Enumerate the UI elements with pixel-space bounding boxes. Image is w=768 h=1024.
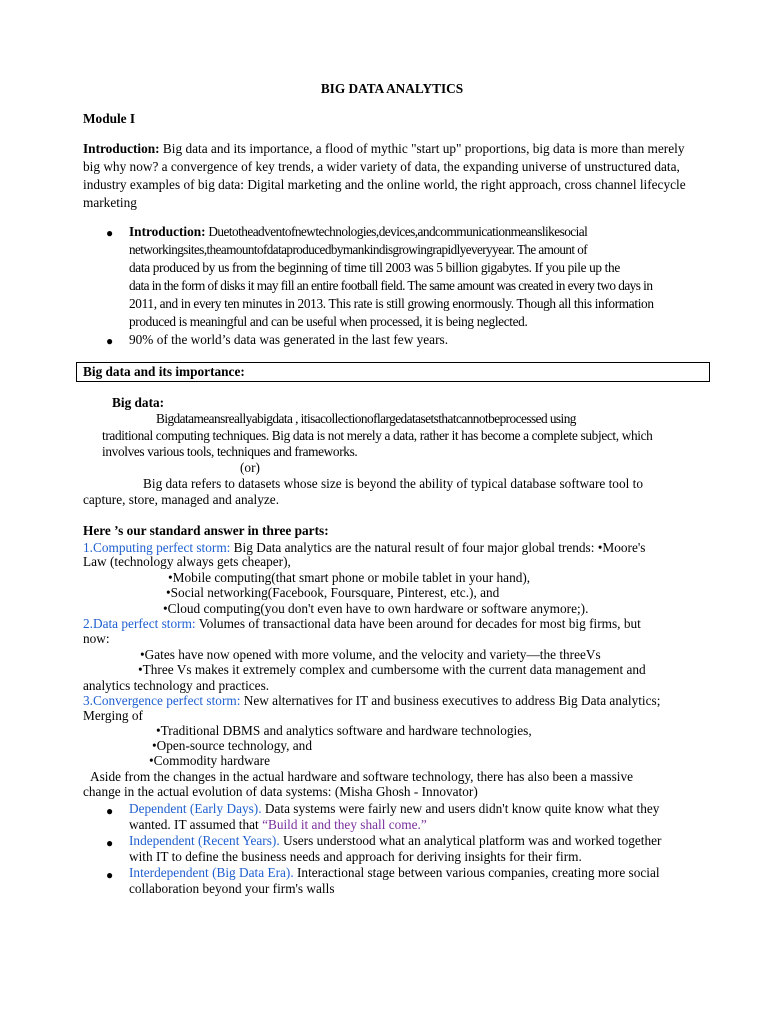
point2-sub-2: •Three Vs makes it extremely complex and cumbersome with the current data management and [138, 662, 646, 677]
point2-sub-3: analytics technology and practices. [83, 678, 270, 693]
aside-line-1: Aside from the changes in the actual hardware and software technology, there has also been a massive [90, 769, 633, 784]
module-heading: Module I [83, 111, 136, 126]
point1-label: 1.Computing perfect storm: [83, 540, 231, 555]
era-3-label: Interdependent (Big Data Era). [129, 865, 294, 880]
bullet1-line-6: produced is meaningful and can be useful when processed, it is being neglected. [129, 314, 528, 329]
bullet-icon: ● [106, 804, 114, 818]
point3-label: 3.Convergence perfect storm: [83, 693, 241, 708]
point2-sub-1: •Gates have now opened with more volume, and the velocity and variety—the threeVs [140, 647, 601, 662]
bullet1-line-3: data produced by us from the beginning of time till 2003 was 5 billion gigabytes. If you pile up the [129, 260, 620, 275]
era-1-line-1: Dependent (Early Days). Data systems were fairly new and users didn't know quite know what they [129, 801, 660, 816]
bigdata-alt-line-2: capture, store, managed and analyze. [83, 492, 280, 507]
bullet-icon: ● [106, 836, 114, 850]
point3-sub-3: •Commodity hardware [149, 753, 270, 768]
point3-line-2: Merging of [83, 708, 143, 723]
bullet-icon: ● [106, 868, 114, 882]
bullet-icon: ● [106, 226, 114, 240]
intro-text: Big data and its importance, a flood of mythic "start up" proportions, big data is more than merely big why now? a convergence of key trends, a wider variety of data, the expanding universe of unstructured data, industry examples of big data: Digital marketing and the online world, the right approach, cross channel lifecycle marketing [83, 141, 686, 210]
era-2-line-1: Independent (Recent Years). Users understood what an analytical platform was and worked together [129, 833, 662, 848]
bigdata-line-2: traditional computing techniques. Big data is not merely a data, rather it has become a complete subject, which [102, 428, 653, 443]
era-1-label: Dependent (Early Days). [129, 801, 262, 816]
point3-sub-1: •Traditional DBMS and analytics software and hardware technologies, [156, 723, 532, 738]
bigdata-alt-line-1: Big data refers to datasets whose size is beyond the ability of typical database software tool to [143, 476, 643, 491]
point1-line-2: Law (technology always gets cheaper), [83, 554, 291, 569]
bullet-icon: ● [106, 334, 114, 348]
bigdata-heading: Big data: [112, 395, 165, 410]
or-separator: (or) [240, 460, 260, 475]
era-2-label: Independent (Recent Years). [129, 833, 280, 848]
point3-line-1: 3.Convergence perfect storm: New alternatives for IT and business executives to address Big Data analytics; [83, 693, 661, 708]
bigdata-line-3: involves various tools, techniques and frameworks. [102, 444, 358, 459]
intro-label: Introduction: [83, 141, 160, 156]
standard-heading: Here ’s our standard answer in three parts: [83, 523, 329, 538]
point1-sub-2: •Social networking(Facebook, Foursquare, Pinterest, etc.), and [166, 585, 500, 600]
bullet2-text: 90% of the world’s data was generated in the last few years. [129, 332, 449, 347]
point1-sub-3: •Cloud computing(you don't even have to own hardware or software anymore;). [163, 601, 589, 616]
intro-paragraph [83, 140, 701, 212]
aside-line-2: change in the actual evolution of data systems: (Misha Ghosh - Innovator) [83, 784, 478, 799]
section-heading: Big data and its importance: [83, 364, 245, 379]
point1-line-1: 1.Computing perfect storm: Big Data analytics are the natural result of four major global trends: •Moore's [83, 540, 646, 555]
bullet1-line-1: Introduction: Duetotheadventofnewtechnologies,devices,andcommunicationmeanslikesocial [129, 224, 588, 239]
era-3-line-1: Interdependent (Big Data Era). Interactional stage between various companies, creating more social [129, 865, 660, 880]
point2-line-1: 2.Data perfect storm: Volumes of transactional data have been around for decades for most big firms, but [83, 616, 641, 631]
era-1-quote: “Build it and they shall come.” [262, 817, 427, 832]
era-1-line-2: wanted. IT assumed that “Build it and they shall come.” [129, 817, 427, 832]
bullet1-line-4: data in the form of disks it may fill an entire football field. The same amount was created in every two days in [129, 278, 653, 293]
point3-sub-2: •Open-source technology, and [152, 738, 312, 753]
page-title: BIG DATA ANALYTICS [320, 81, 464, 96]
bullet1-label: Introduction: [129, 224, 206, 239]
point2-label: 2.Data perfect storm: [83, 616, 196, 631]
point2-line-2: now: [83, 631, 110, 646]
era-3-line-2: collaboration beyond your firm's walls [129, 881, 335, 896]
point1-sub-1: •Mobile computing(that smart phone or mobile tablet in your hand), [168, 570, 531, 585]
era-2-line-2: with IT to define the business needs and approach for deriving insights for their firm. [129, 849, 582, 864]
bigdata-line-1: Bigdatameansreallyabigdata , itisacollectionoflargedatasetsthatcannotbeprocessed using [156, 411, 576, 426]
bullet1-line-2: networkingsites,theamountofdataproducedbymankindisgrowingrapidlyeveryyear. The amount of [129, 242, 588, 257]
bullet1-line-5: 2011, and in every ten minutes in 2013. This rate is still growing enormously. Though all this information [129, 296, 654, 311]
